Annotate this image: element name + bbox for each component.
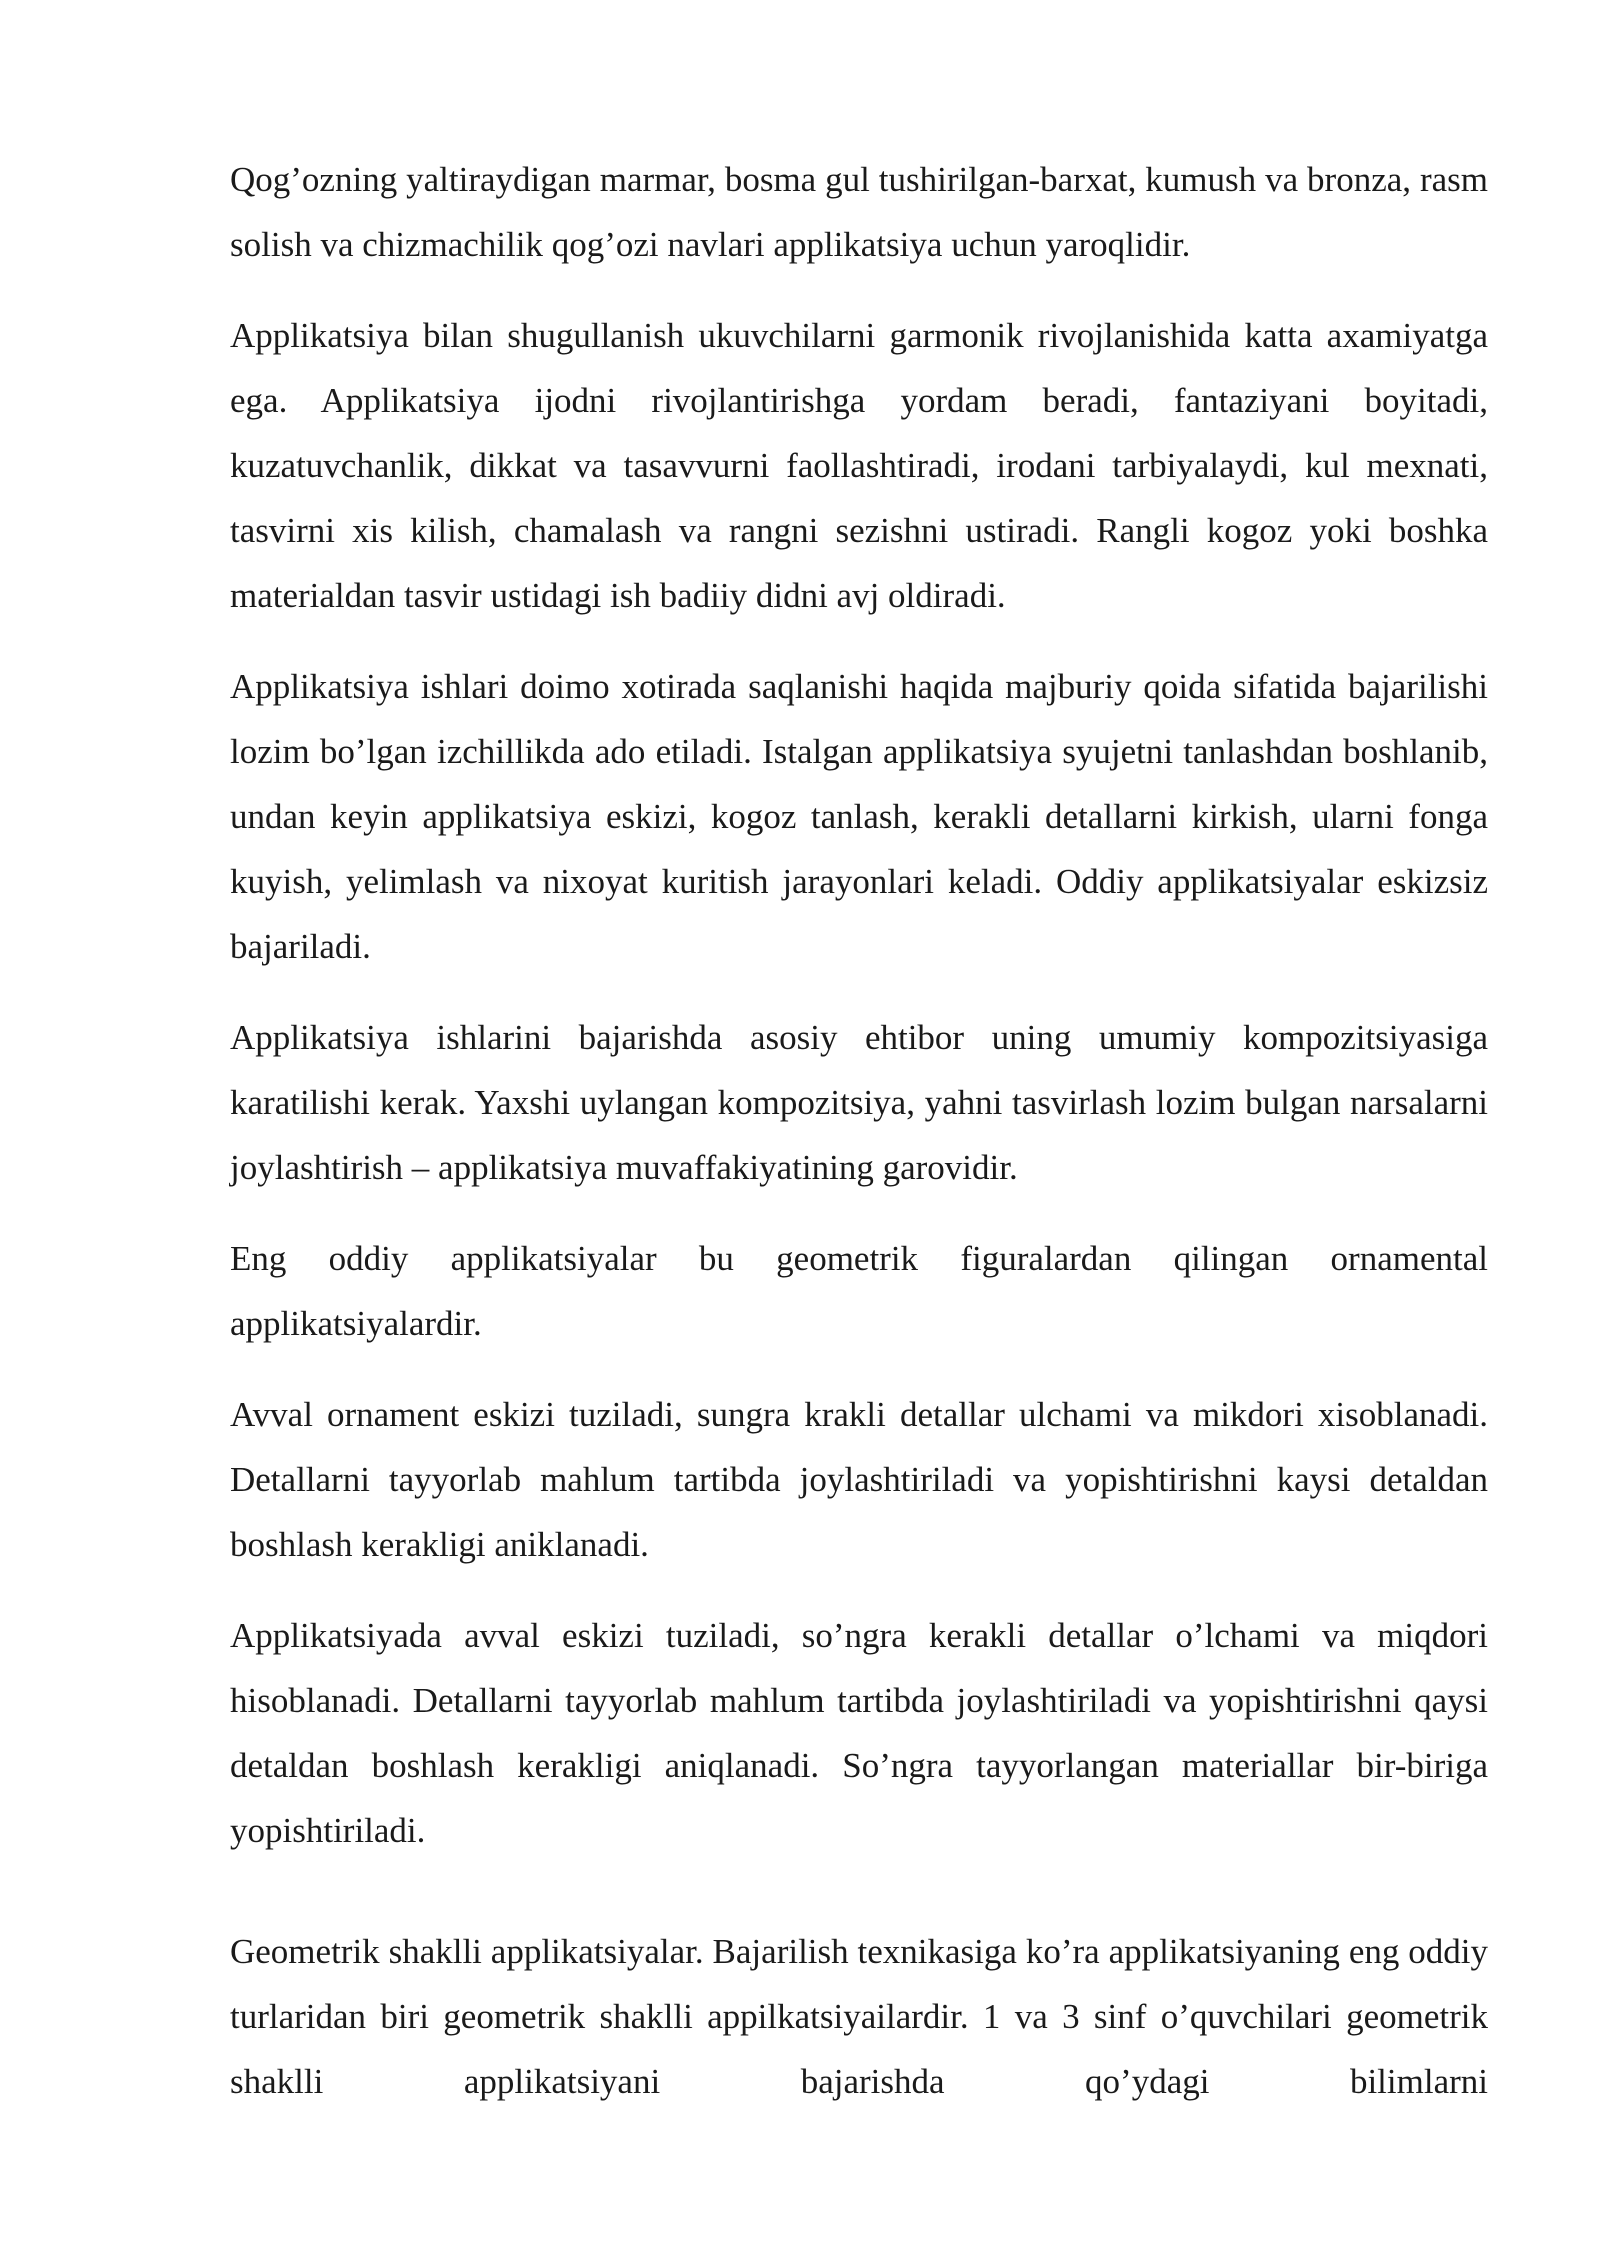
- paragraph-simple-applique: Eng oddiy applikatsiyalar bu geometrik figuralardan qilingan ornamental applikatsiyalardir.: [230, 1239, 1488, 1343]
- paragraph-geometric-applique: Geometrik shaklli applikatsiyalar. Bajarilish texnikasiga ko’ra applikatsiyaning eng oddiy turlaridan biri geometrik shaklli appilkatsiyailardir. 1 va 3 sinf o’quvchilari geometrik shaklli applikatsiyani bajarishda qo’ydagi bilimlarni: [230, 1932, 1488, 2101]
- paragraph-work-sequence: Applikatsiya ishlari doimo xotirada saqlanishi haqida majburiy qoida sifatida bajarilishi lozim bo’lgan izchillikda ado etiladi. Istalgan applikatsiya syujetni tanlashdan boshlanib, undan keyin applikatsiya eskizi, kogoz tanlash, kerakli detallarni kirkish, ularni fonga kuyish, yelimlash va nixoyat kuritish jarayonlari keladi. Oddiy applikatsiyalar eskizsiz bajariladi.: [230, 667, 1488, 966]
- paragraph-composition: Applikatsiya ishlarini bajarishda asosiy ehtibor uning umumiy kompozitsiyasiga karatilishi kerak. Yaxshi uylangan kompozitsiya, yahni tasvirlash lozim bulgan narsalarni joylashtirish – applikatsiya muvaffakiyatining garovidir.: [230, 1018, 1488, 1187]
- paragraph-applique-sketch: Applikatsiyada avval eskizi tuziladi, so’ngra kerakli detallar o’lchami va miqdori hisoblanadi. Detallarni tayyorlab mahlum tartibda joylashtiriladi va yopishtirishni qaysi detaldan boshlash kerakligi aniqlanadi. So’ngra tayyorlangan materiallar bir-biriga yopishtiriladi.: [230, 1616, 1488, 1850]
- paragraph-paper-types: Qog’ozning yaltiraydigan marmar, bosma gul tushirilgan-barxat, kumush va bronza, rasm solish va chizmachilik qog’ozi navlari applikatsiya uchun yaroqlidir.: [230, 160, 1488, 264]
- document-body: [230, 147, 1488, 2114]
- paragraph-applique-benefits: Applikatsiya bilan shugullanish ukuvchilarni garmonik rivojlanishida katta axamiyatga ega. Applikatsiya ijodni rivojlantirishga yordam beradi, fantaziyani boyitadi, kuzatuvchanlik, dikkat va tasavvurni faollashtiradi, irodani tarbiyalaydi, kul mexnati, tasvirni xis kilish, chamalash va rangni sezishni ustiradi. Rangli kogoz yoki boshka materialdan tasvir ustidagi ish badiiy didni avj oldiradi.: [230, 316, 1488, 615]
- paragraph-ornament-sketch: Avval ornament eskizi tuziladi, sungra krakli detallar ulchami va mikdori xisoblanadi. Detallarni tayyorlab mahlum tartibda joylashtiriladi va yopishtirishni kaysi detaldan boshlash kerakligi aniklanadi.: [230, 1395, 1488, 1564]
